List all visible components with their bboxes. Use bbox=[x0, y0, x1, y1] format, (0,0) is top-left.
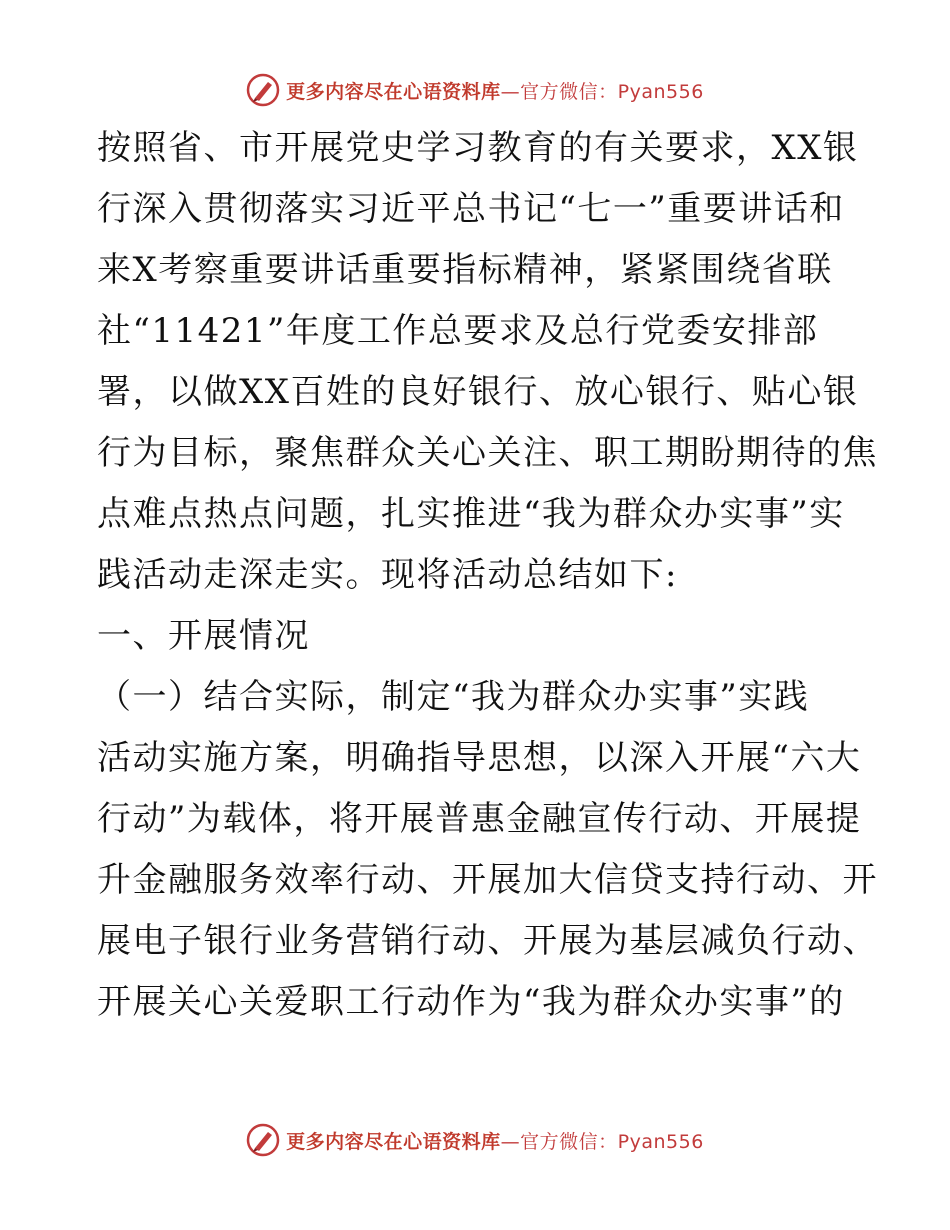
banner-dash: — bbox=[500, 1130, 521, 1153]
paragraph-line: 升金融服务效率行动、开展加大信贷支持行动、开 bbox=[97, 860, 878, 900]
paragraph-line: 开展关心关爱职工行动作为“我为群众办实事”的 bbox=[97, 982, 845, 1022]
paragraph-line: 践活动走深走实。现将活动总结如下: bbox=[97, 555, 678, 595]
paragraph-line: 行动”为载体，将开展普惠金融宣传行动、开展提 bbox=[97, 799, 862, 839]
pen-logo-icon bbox=[246, 1123, 280, 1157]
document-body bbox=[97, 118, 878, 1033]
paragraph-line: 点难点热点问题，扎实推进“我为群众办实事”实 bbox=[97, 494, 845, 534]
banner-text bbox=[286, 1127, 704, 1154]
banner-dash: — bbox=[500, 80, 521, 103]
banner-wechat: 官方微信：Pyan556 bbox=[520, 1130, 704, 1153]
banner-wechat: 官方微信：Pyan556 bbox=[520, 80, 704, 103]
paragraph-line: 署，以做XX百姓的良好银行、放心银行、贴心银 bbox=[97, 372, 859, 412]
paragraph-line: 行深入贯彻落实习近平总书记“七一”重要讲话和 bbox=[97, 189, 845, 229]
paragraph-line: 按照省、市开展党史学习教育的有关要求，XX银 bbox=[97, 128, 859, 168]
header-watermark-banner bbox=[0, 70, 950, 110]
paragraph-line: 社“11421”年度工作总要求及总行党委安排部 bbox=[97, 311, 819, 351]
paragraph-line: 活动实施方案，明确指导思想，以深入开展“六大 bbox=[97, 738, 862, 778]
paragraph-line: 行为目标，聚焦群众关心关注、职工期盼期待的焦 bbox=[97, 433, 878, 473]
banner-brand: 更多内容尽在心语资料库 bbox=[286, 1130, 501, 1153]
section-heading: 一、开展情况 bbox=[97, 616, 310, 656]
banner-text bbox=[286, 77, 704, 104]
paragraph-line: 来X考察重要讲话重要指标精神，紧紧围绕省联 bbox=[97, 250, 833, 290]
footer-watermark-banner bbox=[0, 1120, 950, 1160]
pen-logo-icon bbox=[246, 73, 280, 107]
subsection-heading-line: （一）结合实际，制定“我为群众办实事”实践 bbox=[97, 677, 810, 717]
paragraph-line: 展电子银行业务营销行动、开展为基层减负行动、 bbox=[97, 921, 878, 961]
banner-brand: 更多内容尽在心语资料库 bbox=[286, 80, 501, 103]
